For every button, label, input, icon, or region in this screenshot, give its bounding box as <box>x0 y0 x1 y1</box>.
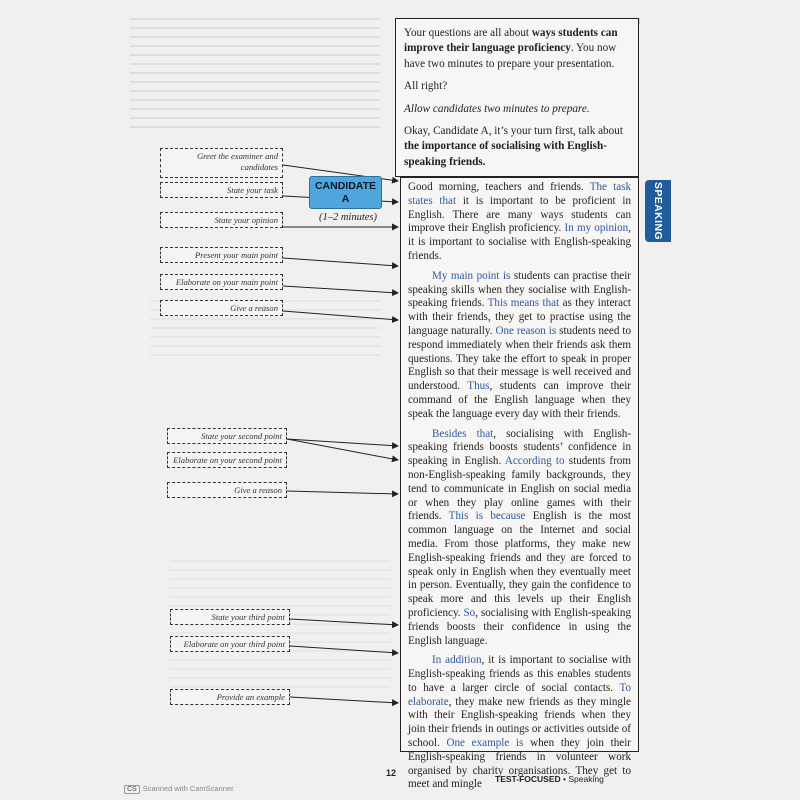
page-number: 12 <box>386 768 397 778</box>
arrow-second <box>287 439 398 446</box>
topic-bold: the importance of socialising with English-speaking friends. <box>404 140 607 168</box>
footer-section: Speaking <box>568 774 604 784</box>
response-paragraph-second <box>408 428 631 649</box>
text: , it is important to socialise with English-speaking friends as this enables students to have a larger circle of social contacts. <box>408 654 631 694</box>
key-phrase: This means that <box>487 297 560 310</box>
arrow-elab-main <box>283 286 398 293</box>
key-phrase: This is because <box>448 510 526 523</box>
label-third-point: State your third point <box>170 609 290 625</box>
text: when they join their English-speaking friends in volunteer work organised by charity organisations. They get to meet and mingle <box>408 737 632 791</box>
key-phrase: One reason is <box>495 324 557 337</box>
scanner-watermark <box>124 784 234 794</box>
key-phrase: According to <box>504 455 565 468</box>
text: , students can improve their command of the English language when they speak the language every day with their friends. <box>408 380 631 420</box>
key-phrase: In my opinion <box>564 222 629 235</box>
candidate-time: (1–2 minutes) <box>318 212 378 223</box>
footer-running-title <box>495 774 604 784</box>
arrow-main <box>283 258 398 266</box>
text: students can practise their speaking skills when they socialise with English-speaking friends. <box>408 269 631 310</box>
key-phrase: My main point is <box>432 269 511 282</box>
response-paragraph-main <box>408 270 631 422</box>
examiner-paragraph <box>404 26 630 72</box>
label-second-point: State your second point <box>167 428 287 444</box>
label-reason: Give a reason <box>167 482 287 498</box>
label-example: Provide an example <box>170 689 290 705</box>
footer-separator: • <box>560 774 569 784</box>
text: , it is important to socialise with English-speaking friends. <box>408 222 631 262</box>
text: Good morning, teachers and friends. <box>408 181 590 193</box>
text: , they make new friends as they mingle with their English-speaking friends when they join their friends in outings or activities outside of school. <box>408 695 631 750</box>
response-paragraph-intro <box>408 181 631 264</box>
section-tab <box>645 180 671 242</box>
key-phrase: Thus <box>467 380 490 393</box>
arrow-reason2 <box>287 491 398 494</box>
arrow-example <box>290 697 398 703</box>
label-greet: Greet the examiner and candidates <box>160 148 283 178</box>
key-phrase: So <box>463 606 476 619</box>
footer-brand: TEST-FOCUSED <box>495 774 561 784</box>
response-paragraph-third <box>408 654 631 792</box>
text: students from non-English-speaking family backgrounds, they tend to communicate in English on social media or when they play online games with their friends. <box>408 455 631 523</box>
label-opinion: State your opinion <box>160 212 283 228</box>
bleed-through-text <box>170 560 390 690</box>
label-elaborate-second: Elaborate on your second point <box>167 452 287 468</box>
scanner-text: Scanned with CamScanner <box>142 784 234 793</box>
key-phrase: Besides that <box>432 427 494 440</box>
arrow-elab-second <box>287 439 398 460</box>
label-main-point: Present your main point <box>160 247 283 263</box>
text: , socialising with English-speaking friends boosts their confidence in using the English language. <box>408 606 631 647</box>
camscanner-logo-icon: CS <box>124 785 140 794</box>
examiner-instruction <box>404 102 630 117</box>
text: it is important to be proficient in English. There are many ways students can improve their English proficiency. <box>408 194 632 235</box>
section-tab-label: SPEAKING <box>652 181 664 241</box>
text: as they interact with their friends, they get to practise using the language naturally. <box>408 297 632 337</box>
key-phrase: In addition <box>432 654 482 667</box>
bleed-through-text <box>130 18 380 128</box>
text: Your questions are all about <box>404 27 532 39</box>
key-phrase: The task states that <box>408 181 631 207</box>
label-reason: Give a reason <box>160 300 283 316</box>
text: . You now have two minutes to prepare your presentation. <box>404 42 617 70</box>
label-elaborate-main: Elaborate on your main point <box>160 274 283 290</box>
label-task: State your task <box>160 182 283 198</box>
examiner-paragraph <box>404 124 630 170</box>
examiner-script-box <box>395 18 639 177</box>
key-phrase: One example is <box>446 737 524 750</box>
text: students need to respond immediately when their friends ask them questions. They take the effort to speak in proper English so that their message is well received and understood. <box>408 324 631 393</box>
text: English is the most common language on the Internet and social media. From those platforms, they make new English-speaking friends and they are forced to speak only in English when they eventually meet in person. Eventually, they gain the confidence to speak more and this levels up their English proficiency. <box>408 510 632 619</box>
label-elaborate-third: Elaborate on your third point <box>170 636 290 652</box>
instruction-italic: Allow candidates two minutes to prepare. <box>404 102 590 115</box>
candidate-badge: CANDIDATE A <box>309 176 382 209</box>
examiner-paragraph: All right? <box>404 80 448 93</box>
topic-bold: ways students can improve their language proficiency <box>404 27 618 55</box>
text: , socialising with English-speaking friends boosts students’ confidence in speaking in English. <box>408 427 631 468</box>
text: Okay, Candidate A, it’s your turn first, talk about <box>404 125 623 138</box>
key-phrase: To elaborate <box>408 681 631 708</box>
